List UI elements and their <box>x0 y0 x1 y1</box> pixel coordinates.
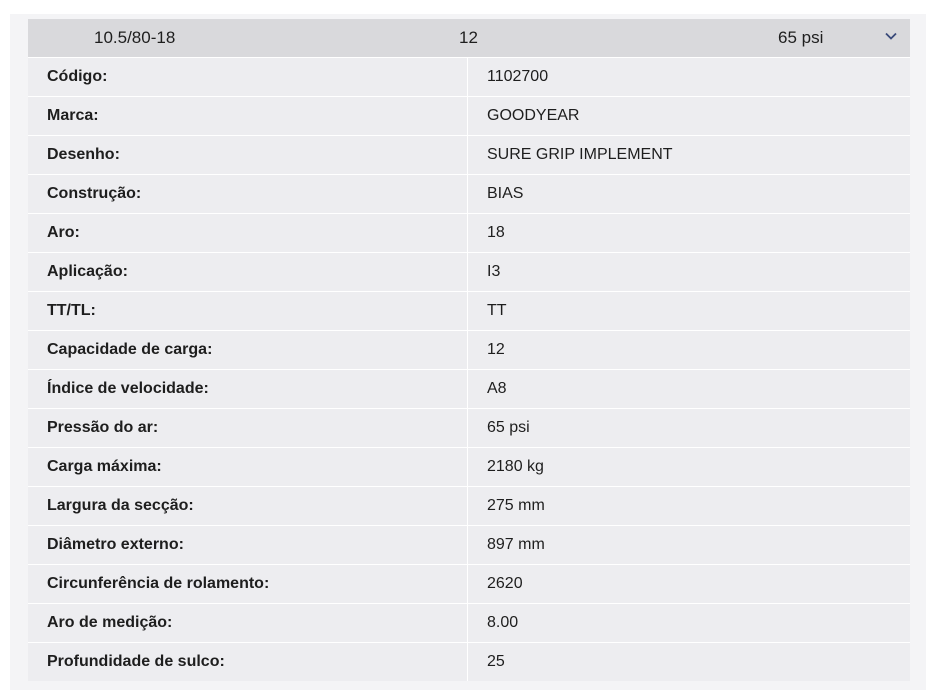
spec-value: 25 <box>487 653 505 670</box>
spec-row-indice-de-velocidade <box>28 369 910 408</box>
spec-row-codigo <box>28 57 910 96</box>
spec-value: 18 <box>487 224 505 241</box>
spec-row-construcao <box>28 174 910 213</box>
spec-label: Índice de velocidade: <box>28 370 468 408</box>
spec-label: Profundidade de sulco: <box>28 643 468 681</box>
spec-value: 1102700 <box>487 68 549 85</box>
header-load-index: 12 <box>459 28 478 47</box>
spec-row-desenho <box>28 135 910 174</box>
spec-table <box>28 57 910 681</box>
header-pressure: 65 psi <box>778 28 824 47</box>
spec-value: 2180 kg <box>487 458 544 475</box>
tire-summary-header[interactable] <box>28 19 910 57</box>
spec-value: GOODYEAR <box>487 107 580 124</box>
spec-label: Código: <box>28 58 468 96</box>
spec-label: Aro de medição: <box>28 604 468 642</box>
spec-row-aro <box>28 213 910 252</box>
spec-label: Pressão do ar: <box>28 409 468 447</box>
spec-row-carga-maxima <box>28 447 910 486</box>
spec-row-diametro-externo <box>28 525 910 564</box>
spec-label: Aro: <box>28 214 468 252</box>
spec-value: A8 <box>487 380 507 397</box>
spec-label: Largura da secção: <box>28 487 468 525</box>
spec-row-marca <box>28 96 910 135</box>
spec-value: I3 <box>487 263 501 280</box>
spec-row-pressao-do-ar <box>28 408 910 447</box>
tire-spec-card <box>28 19 910 681</box>
spec-label: TT/TL: <box>28 292 468 330</box>
spec-row-aro-de-medicao <box>28 603 910 642</box>
spec-label: Desenho: <box>28 136 468 174</box>
spec-value: 8.00 <box>487 614 519 631</box>
spec-row-aplicacao <box>28 252 910 291</box>
spec-value: 897 mm <box>487 536 545 553</box>
spec-label: Diâmetro externo: <box>28 526 468 564</box>
spec-value: 12 <box>487 341 505 358</box>
spec-label: Circunferência de rolamento: <box>28 565 468 603</box>
spec-value: SURE GRIP IMPLEMENT <box>487 146 673 163</box>
spec-row-largura-da-seccao <box>28 486 910 525</box>
spec-label: Aplicação: <box>28 253 468 291</box>
spec-value: 65 psi <box>487 419 530 436</box>
spec-value: BIAS <box>487 185 524 202</box>
header-tire-size: 10.5/80-18 <box>94 28 176 47</box>
spec-row-capacidade-de-carga <box>28 330 910 369</box>
spec-row-profundidade-de-sulco <box>28 642 910 681</box>
spec-value: TT <box>487 302 507 319</box>
spec-label: Carga máxima: <box>28 448 468 486</box>
spec-row-tt-tl <box>28 291 910 330</box>
spec-value: 275 mm <box>487 497 545 514</box>
spec-label: Capacidade de carga: <box>28 331 468 369</box>
spec-row-circunferencia-de-rolamento <box>28 564 910 603</box>
spec-value: 2620 <box>487 575 523 592</box>
spec-label: Construção: <box>28 175 468 213</box>
chevron-down-icon[interactable] <box>884 19 898 33</box>
spec-label: Marca: <box>28 97 468 135</box>
